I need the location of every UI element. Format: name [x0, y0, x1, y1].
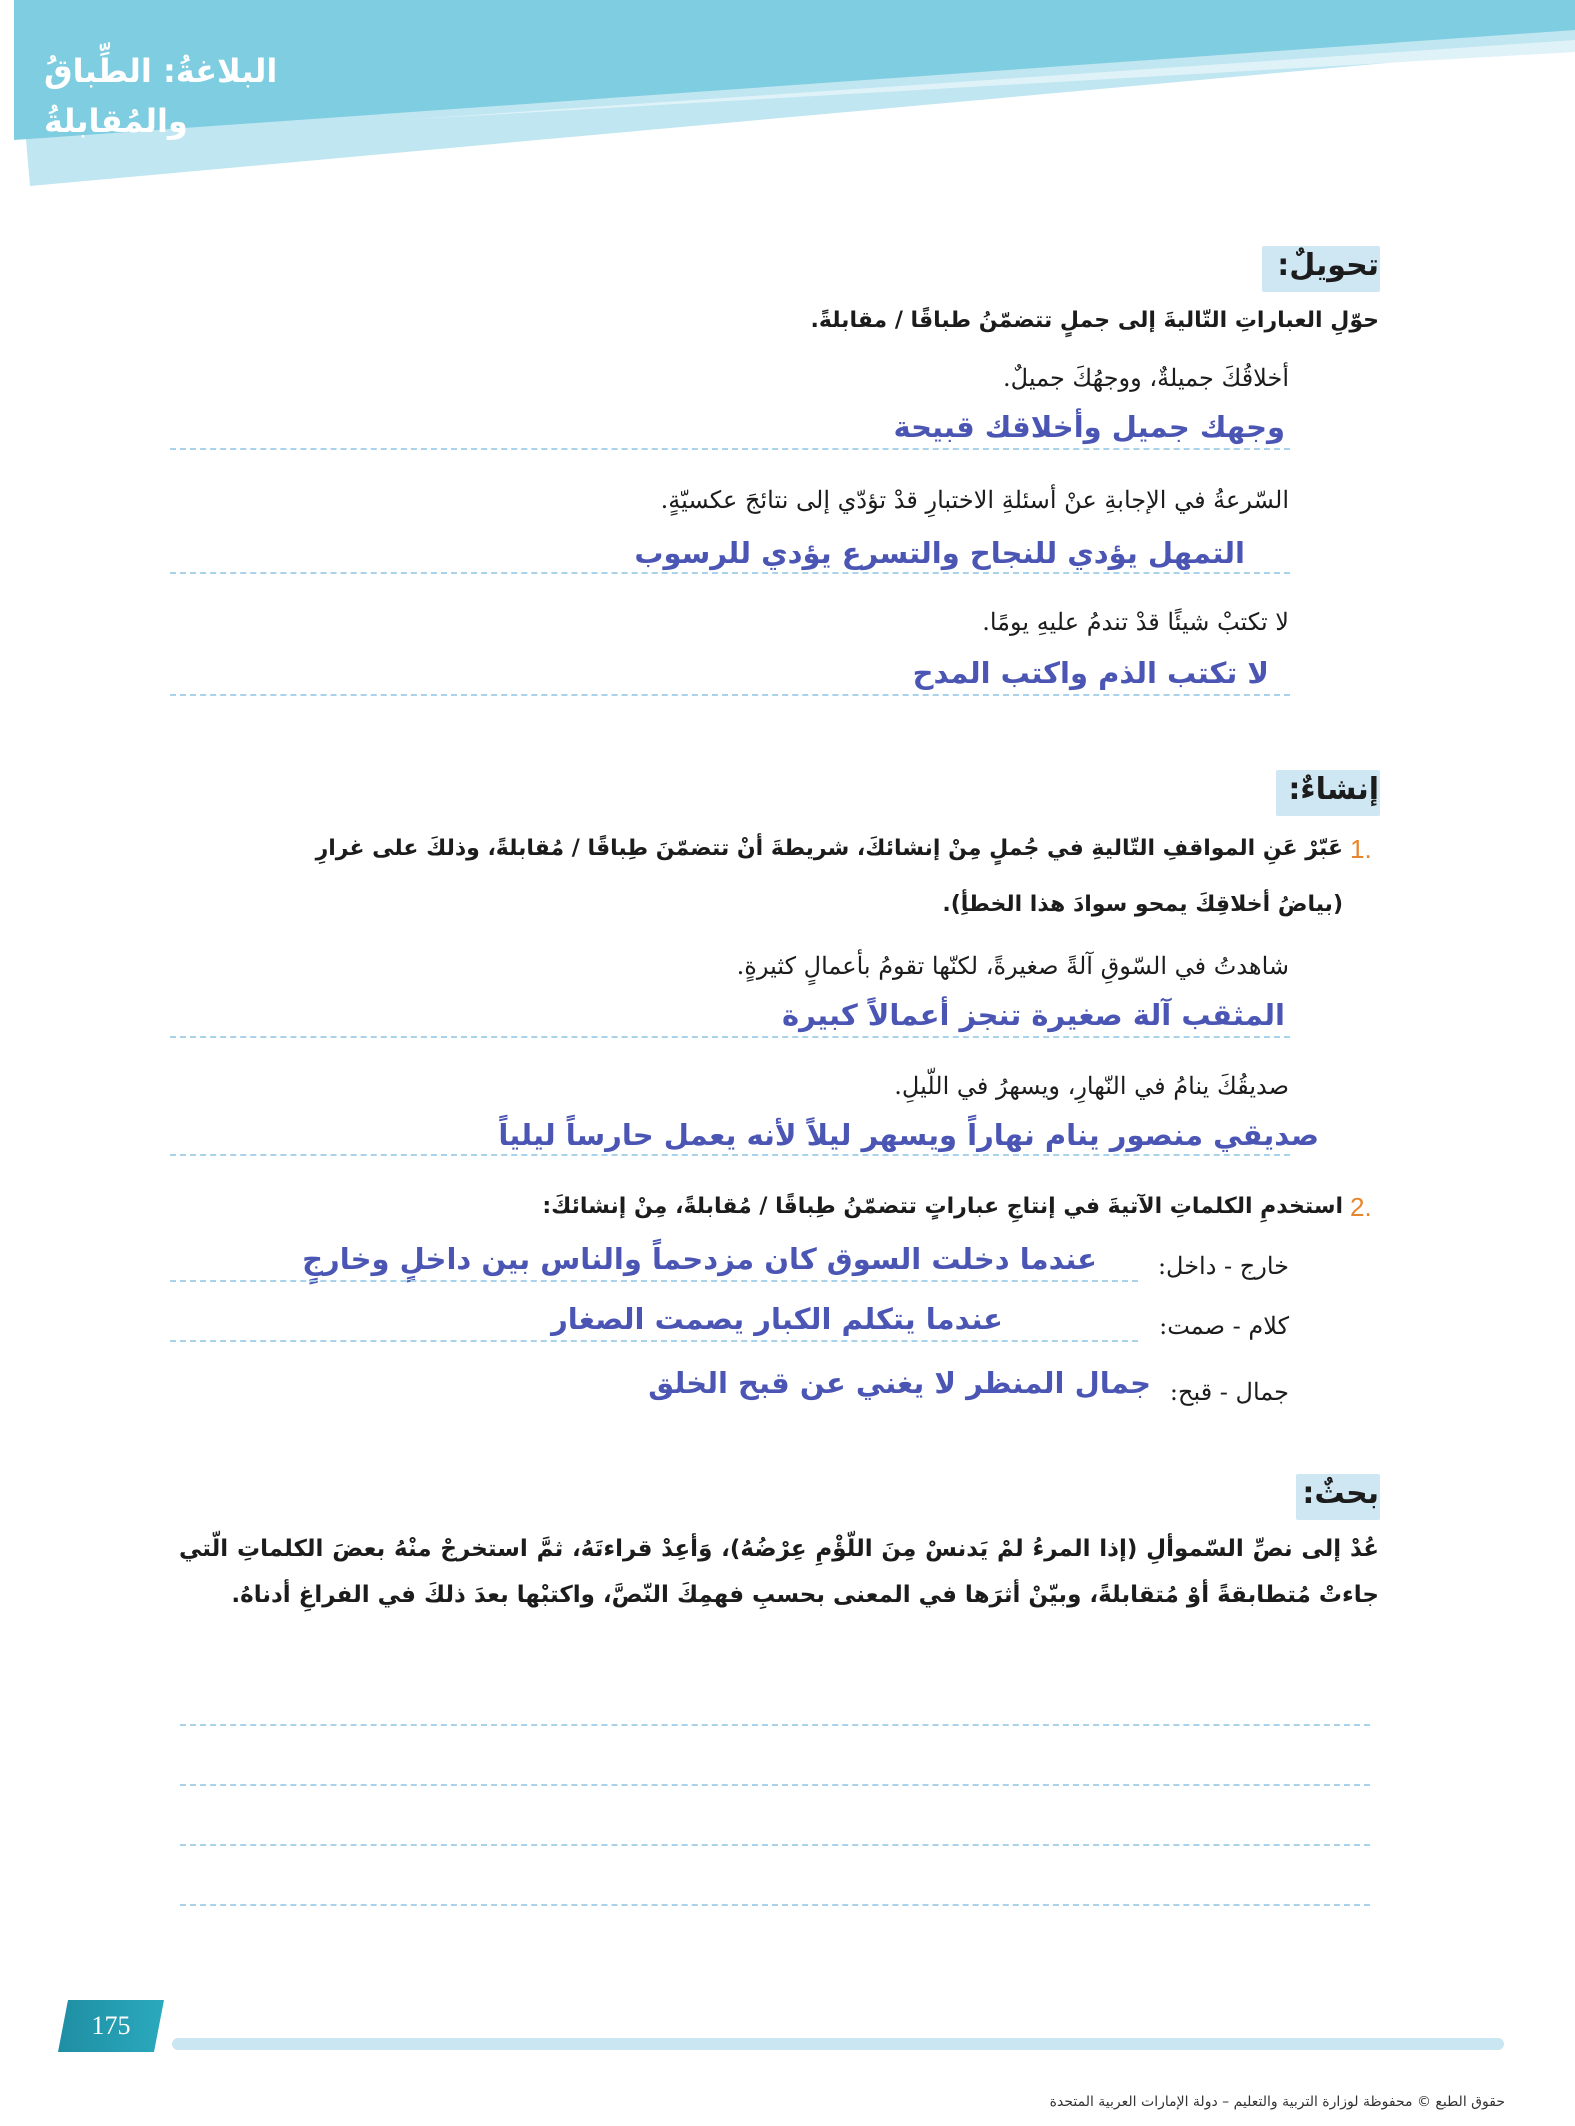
pair-label-1: خارج - داخل: [1157, 1252, 1289, 1280]
section-heading-transform: تحويلٌ: [1277, 248, 1379, 283]
compose-prompt-2: صديقُكَ ينامُ في النّهارِ، ويسهرُ في اللّيلِ. [894, 1072, 1289, 1100]
page-title: البلاغةُ: الطِّباقُ والمُقابلةُ [44, 52, 278, 140]
pair-answer-1[interactable]: عندما دخلت السوق كان مزدحماً والناس بين داخلٍ وخارجٍ [302, 1242, 1097, 1276]
answer-line [170, 448, 1290, 450]
transform-instruction: حوّلِ العباراتِ التّاليةَ إلى جملٍ تتضمّنُ طباقًا / مقابلةً. [810, 308, 1379, 333]
pair-answer-2[interactable]: عندما يتكلم الكبار يصمت الصغار [551, 1302, 1003, 1336]
answer-line [170, 1340, 1138, 1342]
pair-label-2: كلام - صمت: [1159, 1312, 1289, 1340]
page-number: 175 [91, 2011, 131, 2040]
answer-line [170, 694, 1290, 696]
answer-line [180, 1844, 1370, 1846]
question-number-1: 1. [1350, 834, 1372, 864]
research-instruction: عُدْ إلى نصِّ السّموألِ (إذا المرءُ لمْ يَدنسْ مِنَ اللّؤْمِ عِرْضُهُ)، وَأعِدْ قراءتَهُ، ثمَّ استخرجْ منْهُ بعضَ الكلماتِ الّتي جاءتْ مُتطابقةً أوْ مُتقابلةً، وبيّنْ أثرَها في المعنى بحسبِ فهمِكَ النّصَّ، واكتبْها بعدَ ذلكَ في الفراغِ أدناهُ. [179, 1536, 1379, 1608]
transform-answer-2[interactable]: التمهل يؤدي للنجاح والتسرع يؤدي للرسوب [634, 536, 1245, 570]
compose-q1-line2: (بياضُ أخلاقِكَ يمحو سوادَ هذا الخطأِ). [942, 892, 1343, 917]
answer-line [180, 1904, 1370, 1906]
answer-line [170, 1154, 1290, 1156]
transform-answer-1[interactable]: وجهك جميل وأخلاقك قبيحة [893, 410, 1285, 444]
section-heading-compose: إنشاءٌ: [1288, 772, 1379, 807]
pair-answer-3[interactable]: جمال المنظر لا يغني عن قبح الخلق [648, 1366, 1151, 1400]
compose-answer-1[interactable]: المثقب آلة صغيرة تنجز أعمالاً كبيرة [781, 998, 1285, 1032]
transform-prompt-2: السّرعةُ في الإجابةِ عنْ أسئلةِ الاختبارِ قدْ تؤدّي إلى نتائجَ عكسيّةٍ. [660, 486, 1289, 514]
answer-line [180, 1724, 1370, 1726]
footer-bar [172, 2038, 1504, 2050]
answer-line [170, 572, 1290, 574]
answer-line [180, 1784, 1370, 1786]
question-number-2: 2. [1350, 1192, 1372, 1222]
compose-q2-instruction: استخدمِ الكلماتِ الآتيةَ في إنتاجِ عباراتٍ تتضمّنُ طِباقًا / مُقابلةً، مِنْ إنشائكَ: [542, 1194, 1343, 1219]
transform-answer-3[interactable]: لا تكتب الذم واكتب المدح [912, 656, 1269, 690]
pair-label-3: جمال - قبح: [1169, 1378, 1289, 1406]
compose-q1-line1: عَبّرْ عَنِ المواقفِ التّاليةِ في جُملٍ مِنْ إنشائكَ، شريطةَ أنْ تتضمّنَ طِباقًا / مُقابلةً، وذلكَ على غرارِ [315, 836, 1343, 861]
header-banner [0, 0, 1575, 200]
copyright-notice: حقوق الطبع © محفوظة لوزارة التربية والتعليم – دولة الإمارات العربية المتحدة [1049, 2094, 1505, 2110]
section-heading-research: بحثٌ: [1302, 1476, 1379, 1511]
transform-prompt-1: أخلاقُكَ جميلةٌ، ووجهُكَ جميلٌ. [1003, 364, 1289, 392]
answer-line [170, 1280, 1138, 1282]
transform-prompt-3: لا تكتبْ شيئًا قدْ تندمُ عليهِ يومًا. [982, 608, 1289, 636]
compose-prompt-1: شاهدتُ في السّوقِ آلةً صغيرةً، لكنّها تقومُ بأعمالٍ كثيرةٍ. [736, 952, 1289, 980]
answer-line [170, 1036, 1290, 1038]
compose-answer-2[interactable]: صديقي منصور ينام نهاراً ويسهر ليلاً لأنه يعمل حارساً ليلياً [498, 1118, 1319, 1152]
